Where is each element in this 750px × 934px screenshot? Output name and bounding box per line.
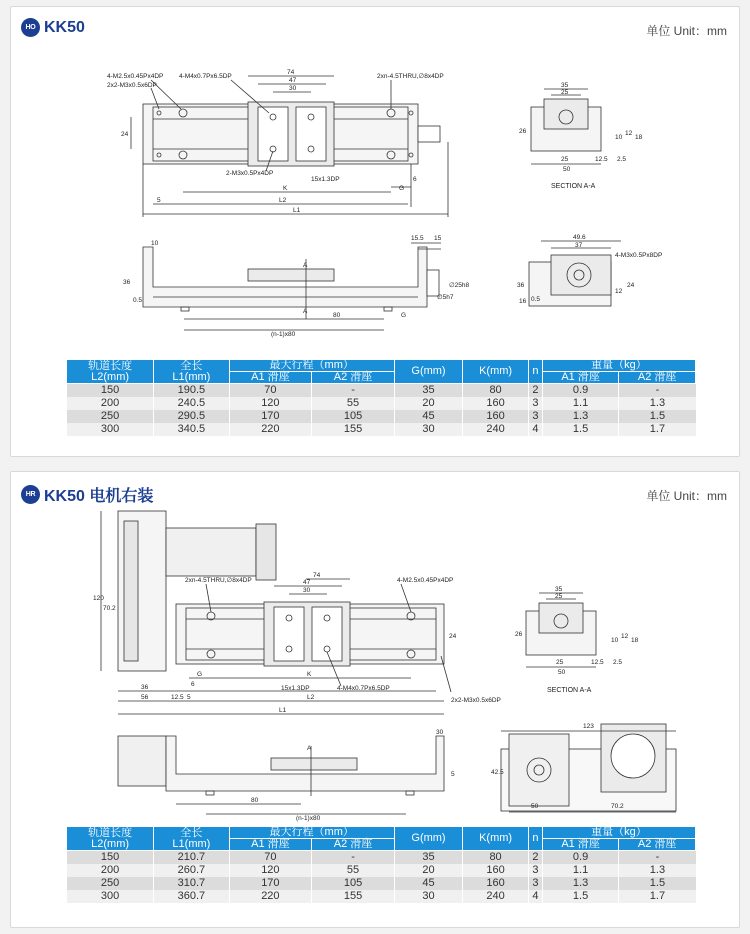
- label-hole3: 4-M4x0.7Px6.5DP: [337, 685, 390, 692]
- dim-g: G: [197, 671, 203, 678]
- sec-dim-35: 35: [561, 82, 569, 89]
- label-pitch: 15x1.3DP: [311, 176, 340, 183]
- end-dim-24: 24: [627, 282, 635, 289]
- table-cell: 155: [312, 890, 395, 903]
- label-hole2: 2x2-M3x0.5x6DP: [451, 697, 501, 704]
- table-cell: 0.9: [542, 384, 619, 398]
- dim-56: 56: [141, 694, 149, 701]
- table-cell: 290.5: [154, 410, 229, 423]
- table-cell: 160: [463, 864, 529, 877]
- table-cell: 210.7: [154, 851, 229, 865]
- col-k: K(mm): [463, 360, 529, 384]
- table-row: [67, 384, 696, 398]
- dim-120: 120: [93, 595, 104, 602]
- end-dim-70-2: 70.2: [611, 803, 624, 810]
- front-dim-a2: A: [303, 308, 308, 315]
- kk50-drawing: [11, 47, 741, 352]
- table-cell: 150: [67, 384, 154, 398]
- col-max-stroke: 最大行程（mm）: [229, 827, 394, 839]
- table-cell: -: [312, 851, 395, 865]
- end-dim-12: 12: [615, 288, 623, 295]
- dim-k: K: [307, 671, 312, 678]
- table-cell: 70: [229, 851, 312, 865]
- table-cell: 1.7: [619, 890, 696, 903]
- table-cell: 55: [312, 864, 395, 877]
- col-n: n: [529, 827, 543, 851]
- dim-47: 47: [303, 579, 311, 586]
- table-cell: 250: [67, 877, 154, 890]
- table-cell: 3: [529, 877, 543, 890]
- table-cell: 340.5: [154, 423, 229, 436]
- front-dim-36: 36: [123, 279, 131, 286]
- sec-dim-35: 35: [555, 586, 563, 593]
- front-dim-10: 10: [151, 240, 159, 247]
- dim-74: 74: [287, 69, 295, 76]
- front-dim-g: G: [401, 312, 407, 319]
- unit-label: 单位 Unit：mm: [646, 489, 727, 503]
- end-dim-36: 36: [517, 282, 525, 289]
- table-cell: 300: [67, 890, 154, 903]
- dim-70-2: 70.2: [103, 605, 116, 612]
- table-cell: 80: [463, 384, 529, 398]
- front-dim-n80: (n-1)x80: [296, 815, 321, 822]
- section-label: SECTION A-A: [551, 183, 596, 190]
- section-header: [21, 483, 153, 506]
- table-cell: 55: [312, 397, 395, 410]
- dim-l1: L1: [279, 707, 287, 714]
- table-cell: 20: [394, 864, 462, 877]
- table-cell: 30: [394, 890, 462, 903]
- table-cell: 35: [394, 384, 462, 398]
- table-cell: 260.7: [154, 864, 229, 877]
- model-badge-icon: HO: [21, 18, 40, 37]
- table-cell: 1.5: [542, 890, 619, 903]
- dim-l2: L2: [279, 197, 287, 204]
- table-cell: 220: [229, 423, 312, 436]
- dim-k: K: [283, 185, 288, 192]
- col-weight: 重量（kg）: [542, 827, 695, 839]
- col-g: G(mm): [394, 360, 462, 384]
- end-dim-37: 37: [575, 242, 583, 249]
- table-cell: 2: [529, 384, 543, 398]
- table-cell: 310.7: [154, 877, 229, 890]
- table-cell: 3: [529, 410, 543, 423]
- table-cell: 105: [312, 877, 395, 890]
- sec-dim-2-5: 2.5: [613, 659, 623, 666]
- front-dim-a: A: [307, 745, 312, 752]
- section-title: KK50: [44, 18, 85, 36]
- table-cell: 240: [463, 890, 529, 903]
- col-stroke-a1: A1 滑座: [229, 372, 312, 384]
- table-cell: 170: [229, 877, 312, 890]
- table-cell: 240.5: [154, 397, 229, 410]
- table-cell: 45: [394, 410, 462, 423]
- dim-24: 24: [449, 633, 457, 640]
- col-rail-length: 轨道长度 L2(mm): [67, 827, 154, 851]
- sec-dim-2-5: 2.5: [617, 156, 627, 163]
- table-cell: -: [312, 384, 395, 398]
- table-cell: 1.1: [542, 864, 619, 877]
- sec-dim-25: 25: [555, 593, 563, 600]
- front-dim-80: 80: [251, 797, 259, 804]
- dim-12-5: 12.5: [171, 694, 184, 701]
- spec-table: [66, 359, 696, 436]
- kk50-motor-drawing: [11, 506, 741, 823]
- col-weight-a1: A1 滑座: [542, 839, 619, 851]
- front-dim-30: 30: [436, 729, 444, 736]
- label-hole1: 4-M2.5x0.45Px4DP: [397, 577, 454, 584]
- table-cell: 35: [394, 851, 462, 865]
- col-weight-a2: A2 滑座: [619, 372, 696, 384]
- table-cell: 170: [229, 410, 312, 423]
- col-stroke-a2: A2 滑座: [312, 839, 395, 851]
- label-pitch: 15x1.3DP: [281, 685, 310, 692]
- end-dim-42-5: 42.5: [491, 769, 504, 776]
- end-dim-50: 50: [531, 803, 539, 810]
- sec-dim-25b: 25: [556, 659, 564, 666]
- table-cell: 250: [67, 410, 154, 423]
- dim-5: 5: [157, 197, 161, 204]
- table-cell: 160: [463, 410, 529, 423]
- table-cell: 155: [312, 423, 395, 436]
- shaft-end: [418, 126, 440, 142]
- table-cell: 150: [67, 851, 154, 865]
- front-dim-phi2: ∅5h7: [437, 294, 454, 301]
- sec-dim-26: 26: [519, 128, 527, 135]
- end-dim-0-5: 0.5: [531, 296, 541, 303]
- table-cell: 1.3: [619, 397, 696, 410]
- sec-dim-18: 18: [635, 134, 643, 141]
- end-dim-49-6: 49.6: [573, 234, 586, 241]
- sec-dim-10: 10: [611, 637, 619, 644]
- dim-47: 47: [289, 77, 297, 84]
- table-cell: 240: [463, 423, 529, 436]
- col-k: K(mm): [463, 827, 529, 851]
- end-dim-123: 123: [583, 723, 594, 730]
- dim-l1: L1: [293, 207, 301, 214]
- table-cell: 105: [312, 410, 395, 423]
- table-row: [67, 397, 696, 410]
- unit-label: 单位 Unit：mm: [646, 24, 727, 38]
- col-max-stroke: 最大行程（mm）: [229, 360, 394, 372]
- model-badge-icon: HR: [21, 485, 40, 504]
- dim-36: 36: [141, 684, 149, 691]
- sec-dim-12-5: 12.5: [595, 156, 608, 163]
- table-cell: 30: [394, 423, 462, 436]
- table-cell: -: [619, 851, 696, 865]
- end-dim-hole: 4-M3x0.5Px8DP: [615, 252, 663, 259]
- table-cell: 120: [229, 864, 312, 877]
- table-cell: 160: [463, 397, 529, 410]
- sec-dim-50: 50: [558, 669, 566, 676]
- end-dim-16: 16: [519, 298, 527, 305]
- label-hole3: 4-M4x0.7Px6.5DP: [179, 73, 232, 80]
- front-dim-phi: ∅25h8: [449, 282, 470, 289]
- table-cell: 4: [529, 890, 543, 903]
- table-row: [67, 410, 696, 423]
- table-cell: 0.9: [542, 851, 619, 865]
- col-weight: 重量（kg）: [542, 360, 695, 372]
- table-cell: 2: [529, 851, 543, 865]
- table-cell: 70: [229, 384, 312, 398]
- table-row: [67, 423, 696, 436]
- col-total-length: 全长 L1(mm): [154, 827, 229, 851]
- label-hole5: 2-M3x0.5Px4DP: [226, 170, 274, 177]
- col-stroke-a1: A1 滑座: [229, 839, 312, 851]
- table-cell: 1.5: [542, 423, 619, 436]
- dim-6: 6: [191, 681, 195, 688]
- table-cell: -: [619, 384, 696, 398]
- table-cell: 120: [229, 397, 312, 410]
- front-dim-80: 80: [333, 312, 341, 319]
- front-dim-0-5: 0.5: [133, 297, 143, 304]
- section-header: [21, 18, 85, 37]
- table-cell: 300: [67, 423, 154, 436]
- kk50-motor-right-section: [10, 471, 740, 928]
- table-cell: 1.5: [619, 877, 696, 890]
- sec-dim-12: 12: [625, 130, 633, 137]
- dim-l2: L2: [307, 694, 315, 701]
- col-rail-length: 轨道长度 L2(mm): [67, 360, 154, 384]
- table-row: [67, 864, 696, 877]
- front-dim-n80: (n-1)x80: [271, 331, 296, 338]
- dim-6: 6: [413, 176, 417, 183]
- label-hole2: 2x2-M3x0.5x6DP: [107, 82, 157, 89]
- section-label: SECTION A-A: [547, 687, 592, 694]
- table-cell: 1.1: [542, 397, 619, 410]
- table-cell: 45: [394, 877, 462, 890]
- col-total-length: 全长 L1(mm): [154, 360, 229, 384]
- spec-table: [66, 826, 696, 903]
- col-n: n: [529, 360, 543, 384]
- kk50-section: [10, 6, 740, 457]
- front-dim-5: 5: [451, 771, 455, 778]
- motor-body: [166, 528, 256, 576]
- table-cell: 160: [463, 877, 529, 890]
- table-cell: 360.7: [154, 890, 229, 903]
- table-row: [67, 851, 696, 865]
- dim-5: 5: [187, 694, 191, 701]
- table-cell: 20: [394, 397, 462, 410]
- dim-30: 30: [303, 587, 311, 594]
- front-dim-a: A: [303, 262, 308, 269]
- front-dim-15-5: 15.5: [411, 235, 424, 242]
- label-hole1: 4-M2.5x0.45Px4DP: [107, 73, 164, 80]
- table-cell: 1.3: [619, 864, 696, 877]
- motor-front: [118, 736, 166, 786]
- table-cell: 3: [529, 864, 543, 877]
- table-cell: 190.5: [154, 384, 229, 398]
- table-cell: 200: [67, 397, 154, 410]
- label-hole4: 2xn-4.5THRU,∅8x4DP: [185, 577, 252, 584]
- table-cell: 4: [529, 423, 543, 436]
- sec-dim-50: 50: [563, 166, 571, 173]
- label-hole4: 2xn-4.5THRU,∅8x4DP: [377, 73, 444, 80]
- section-title: KK50 电机右装: [44, 488, 154, 505]
- table-cell: 80: [463, 851, 529, 865]
- table-cell: 1.5: [619, 410, 696, 423]
- sec-dim-12-5: 12.5: [591, 659, 604, 666]
- table-row: [67, 890, 696, 903]
- sec-dim-18: 18: [631, 637, 639, 644]
- dim-74: 74: [313, 572, 321, 579]
- front-view-carriage: [248, 269, 334, 281]
- dim-24: 24: [121, 131, 129, 138]
- table-cell: 200: [67, 864, 154, 877]
- sec-dim-26: 26: [515, 631, 523, 638]
- table-cell: 220: [229, 890, 312, 903]
- table-cell: 1.7: [619, 423, 696, 436]
- dim-g: G: [399, 185, 405, 192]
- sec-dim-25: 25: [561, 89, 569, 96]
- sec-dim-25b: 25: [561, 156, 569, 163]
- table-cell: 3: [529, 397, 543, 410]
- col-stroke-a2: A2 滑座: [312, 372, 395, 384]
- col-weight-a2: A2 滑座: [619, 839, 696, 851]
- sec-dim-10: 10: [615, 134, 623, 141]
- table-cell: 1.3: [542, 877, 619, 890]
- col-weight-a1: A1 滑座: [542, 372, 619, 384]
- front-dim-15: 15: [434, 235, 442, 242]
- table-row: [67, 877, 696, 890]
- table-cell: 1.3: [542, 410, 619, 423]
- col-g: G(mm): [394, 827, 462, 851]
- sec-dim-12: 12: [621, 633, 629, 640]
- dim-30: 30: [289, 85, 297, 92]
